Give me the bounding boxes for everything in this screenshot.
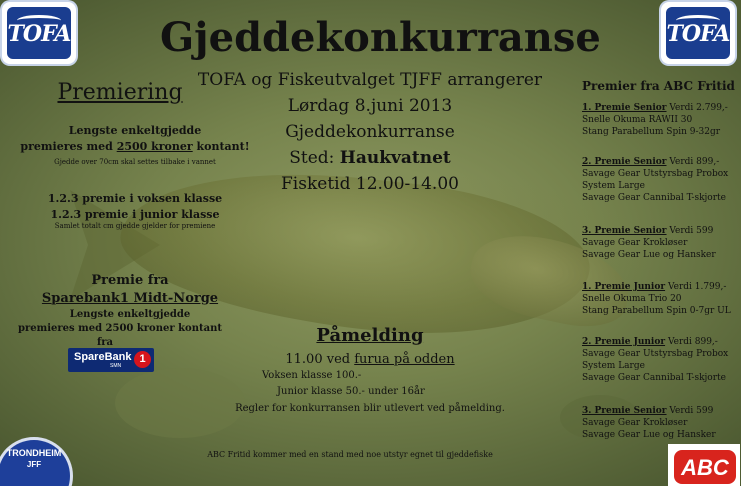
sparebank-logo: SpareBank SMN 1: [68, 348, 154, 372]
sparebank-line-1: Lengste enkeltgjedde: [69, 309, 191, 320]
intro-line-time: Fisketid 12.00-14.00: [281, 174, 459, 194]
sparebank-heading-1: Premie fra: [91, 273, 169, 288]
poster-title: Gjeddekonkurranse: [160, 14, 601, 61]
pamelding-heading: Påmelding: [316, 325, 424, 346]
premiering-class-junior: 1.2.3 premie i junior klasse: [50, 208, 220, 221]
trondheim-jff-logo: TRONDHEIM JFF: [0, 440, 70, 486]
prize-block: 2. Premie Senior Verdi 899,- Savage Gear Utstyrsbag Probox System Large Savage Gear Cannibal T-skjorte: [582, 157, 729, 203]
sparebank-heading-2: Sparebank1 Midt-Norge: [41, 291, 219, 306]
premiering-class-adult: 1.2.3 premie i voksen klasse: [47, 192, 223, 205]
prize-block: 3. Premie Senior Verdi 599 Savage Gear Krokløser Savage Gear Lue og Hansker: [582, 226, 716, 260]
sparebank-line-3: fra: [96, 337, 114, 348]
pamelding-junior: Junior klasse 50.- under 16år: [277, 386, 425, 397]
tofa-logo-left: TOFA: [2, 2, 76, 64]
footer-note: ABC Fritid kommer med en stand med noe utstyr egnet til gjeddefiske: [207, 450, 493, 459]
premiering-total-note: Samlet totalt cm gjedde gjelder for premiene: [54, 222, 216, 230]
intro-line-date: Lørdag 8.juni 2013: [287, 96, 453, 116]
intro-line-organizers: TOFA og Fiskeutvalget TJFF arrangerer: [197, 70, 543, 90]
prize-block: 3. Premie Senior Verdi 599 Savage Gear Krokløser Savage Gear Lue og Hansker: [582, 406, 716, 440]
pamelding-rules: Regler for konkurransen blir utlevert ved påmelding.: [235, 403, 505, 414]
premiering-line-2: premieres med 2500 kroner kontant!: [20, 140, 250, 153]
abc-fritid-logo: ABC: [668, 444, 740, 486]
prize-block: 2. Premie Junior Verdi 899,- Savage Gear Utstyrsbag Probox System Large Savage Gear Cannibal T-skjorte: [582, 337, 729, 383]
pamelding-time-place: 11.00 ved furua på odden: [285, 352, 455, 367]
tofa-logo-right: TOFA: [661, 2, 735, 64]
prizes-heading: Premier fra ABC Fritid: [582, 79, 735, 93]
premiering-line-1: Lengste enkeltgjedde: [68, 124, 202, 137]
premiering-note: Gjedde over 70cm skal settes tilbake i vannet: [54, 158, 216, 166]
sparebank-line-2: premieres med 2500 kroner kontant: [18, 323, 222, 334]
intro-line-place: Sted: Haukvatnet: [289, 148, 451, 168]
prize-block: 1. Premie Senior Verdi 2.799,- Snelle Okuma RAWII 30 Stang Parabellum Spin 9-32gr: [582, 103, 728, 137]
pamelding-adult: Voksen klasse 100.-: [262, 370, 362, 381]
premiering-heading: Premiering: [57, 80, 183, 105]
intro-line-event: Gjeddekonkurranse: [285, 122, 455, 142]
prize-block: 1. Premie Junior Verdi 1.799,- Snelle Okuma Trio 20 Stang Parabellum Spin 0-7gr UL: [582, 282, 731, 316]
